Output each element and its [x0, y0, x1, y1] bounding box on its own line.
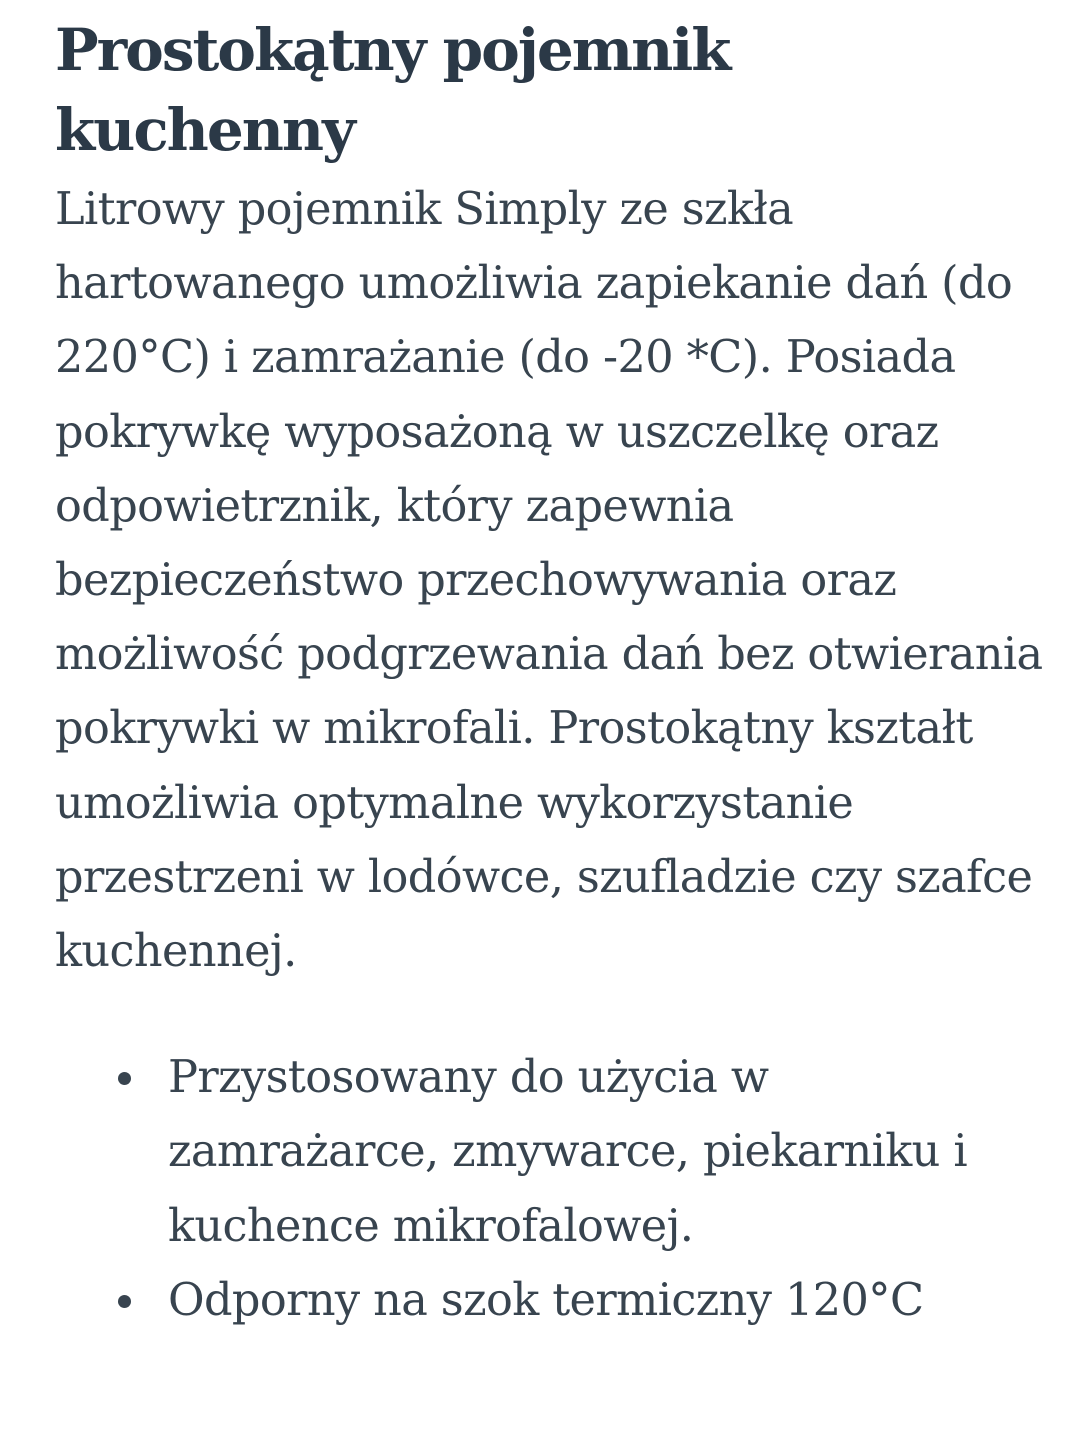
product-article	[55, 10, 1045, 1337]
feature-text: Przystosowany do użycia w zamrażarce, zmywarce, piekarniku i kuchence mikrofalowej.	[168, 1051, 968, 1252]
feature-list	[55, 1040, 1045, 1337]
feature-item	[168, 1263, 1045, 1337]
feature-text: Odporny na szok termiczny 120°C	[168, 1273, 924, 1326]
bullet-icon	[118, 1072, 131, 1085]
bullet-icon	[118, 1295, 131, 1308]
feature-item	[168, 1040, 1045, 1263]
product-description: Litrowy pojemnik Simply ze szkła hartowanego umożliwia zapiekanie dań (do 220°C) i zamrażanie (do -20 *C). Posiada pokrywkę wyposażoną w uszczelkę oraz odpowietrznik, który zapewnia bezpieczeństwo przechowywania oraz możliwość podgrzewania dań bez otwierania pokrywki w mikrofali. Prostokątny kształt umożliwia optymalne wykorzystanie przestrzeni w lodówce, szufladzie czy szafce kuchennej.	[55, 183, 1043, 978]
product-title: Prostokątny pojemnik kuchenny	[55, 16, 730, 164]
